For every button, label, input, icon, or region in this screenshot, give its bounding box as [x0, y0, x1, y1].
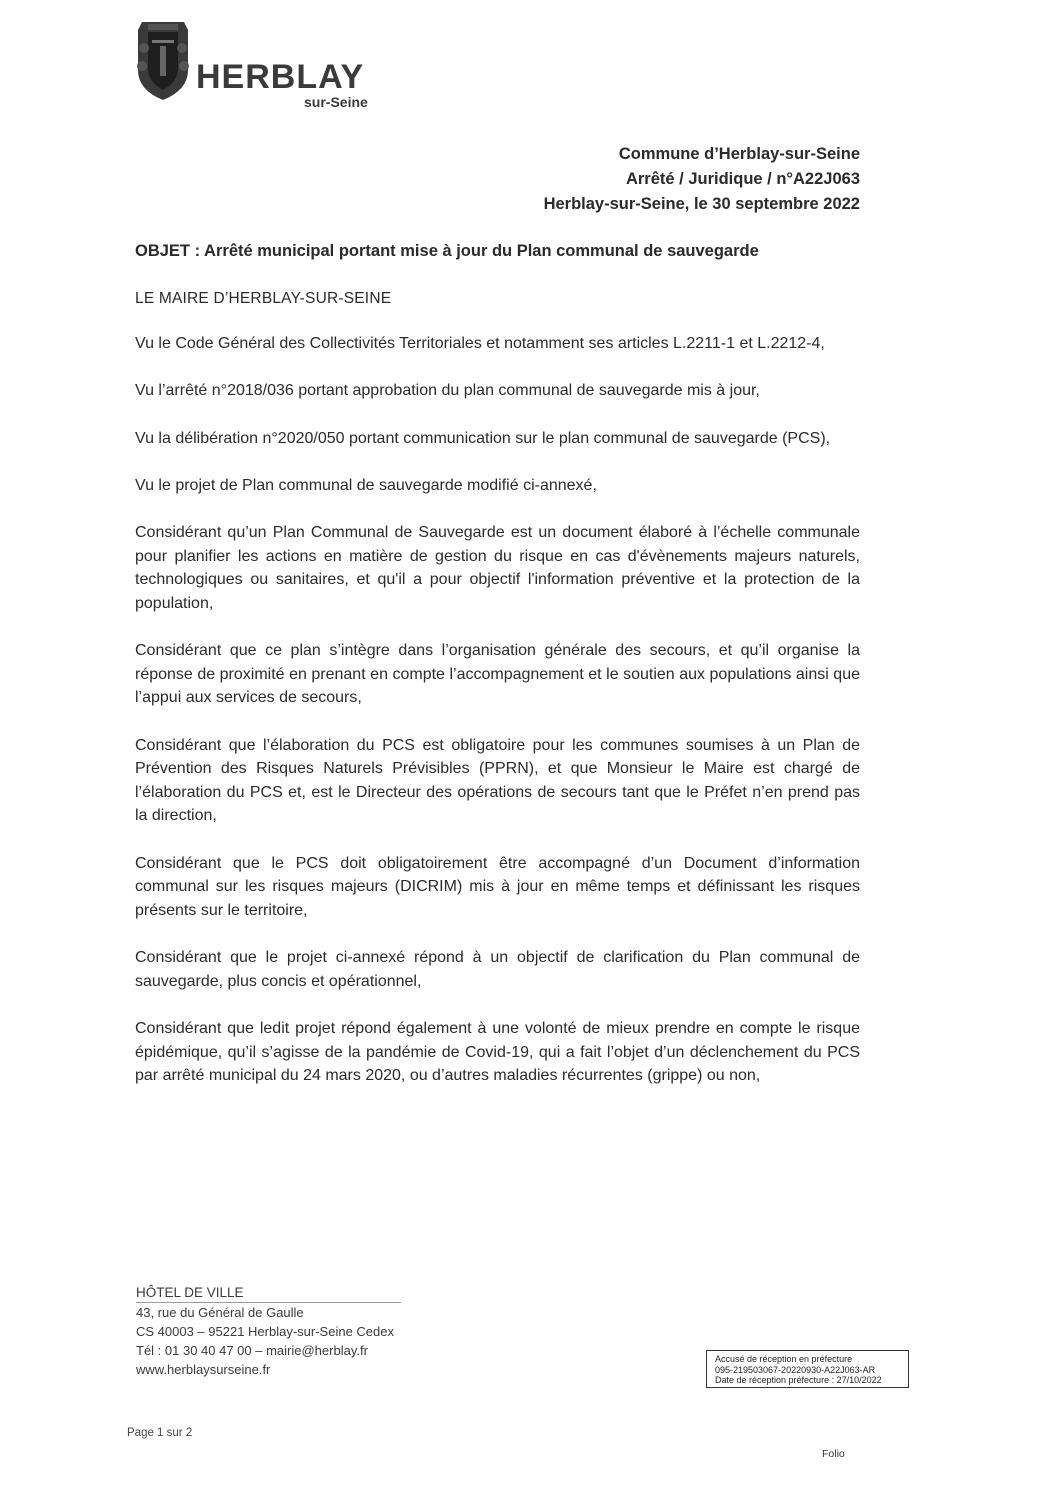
footer-website: www.herblaysurseine.fr: [136, 1362, 271, 1377]
footer-title: HÔTEL DE VILLE: [136, 1283, 401, 1303]
paragraph: Considérant que ledit projet répond également à une volonté de mieux prendre en compte le risque épidémique, qu’il s’agisse de la pandémie de Covid-19, qui a fait l’objet d’un déclenchement du PCS par arrêté municipal du 24 mars 2020, ou d’autres maladies récurrentes (grippe) ou non,: [135, 1020, 860, 1085]
document-date: Herblay-sur-Seine, le 30 septembre 2022: [543, 195, 860, 213]
city-logo: [134, 18, 394, 108]
logo-subtitle: sur-Seine: [304, 94, 368, 110]
paragraph: Considérant qu’un Plan Communal de Sauvegarde est un document élaboré à l’échelle communale pour planifier les actions en matière de gestion du risque en cas d'évènements majeurs naturels, technologiques ou sanitaires, et qu'il a pour objectif l'information préventive et la protection de la population,: [135, 524, 860, 612]
page-number: Page 1 sur 2: [127, 1427, 193, 1439]
paragraph: Vu la délibération n°2020/050 portant communication sur le plan communal de sauvegarde (PCS),: [135, 429, 831, 447]
paragraph: Vu l’arrêté n°2018/036 portant approbation du plan communal de sauvegarde mis à jour,: [135, 382, 760, 400]
decree-reference: Arrêté / Juridique / n°A22J063: [625, 170, 860, 188]
city-crest-icon: [134, 18, 192, 102]
document-header: [544, 142, 860, 217]
document-body: [135, 332, 860, 1112]
footer-street: 43, rue du Général de Gaulle: [136, 1305, 304, 1320]
footer-contact: Tél : 01 30 40 47 00 – mairie@herblay.fr: [136, 1343, 368, 1358]
prefecture-receipt-stamp: [706, 1350, 909, 1388]
document-subject: OBJET : Arrêté municipal portant mise à jour du Plan communal de sauvegarde: [135, 242, 759, 260]
logo-name: HERBLAY: [196, 58, 365, 96]
paragraph: Considérant que l’élaboration du PCS est obligatoire pour les communes soumises à un Plan de Prévention des Risques Naturels Prévisibles (PPRN), et que Monsieur le Maire est chargé de l’élaboration du PCS et, est le Directeur des opérations de secours tant que le Préfet n’en prend pas la direction,: [135, 736, 860, 825]
folio-label: Folio: [822, 1448, 845, 1460]
paragraph: Vu le Code Général des Collectivités Territoriales et notamment ses articles L.2211-1 et L.2212-4,: [135, 335, 825, 352]
stamp-line: 095-219503067-20220930-A22J063-AR: [715, 1364, 876, 1375]
footer-address: [136, 1283, 401, 1379]
footer-postal: CS 40003 – 95221 Herblay-sur-Seine Cedex: [136, 1324, 394, 1339]
paragraph: Considérant que ce plan s’intègre dans l’organisation générale des secours, et qu’il organise la réponse de proximité en prenant en compte l’accompagnement et le soutien aux populations ainsi que l’appui aux services de secours,: [135, 642, 860, 707]
mayor-heading: LE MAIRE D’HERBLAY-SUR-SEINE: [135, 290, 392, 307]
commune-name: Commune d’Herblay-sur-Seine: [618, 145, 860, 163]
stamp-line: Accusé de réception en préfecture: [715, 1354, 853, 1364]
paragraph: Considérant que le projet ci-annexé répond à un objectif de clarification du Plan communal de sauvegarde, plus concis et opérationnel,: [135, 949, 860, 990]
stamp-line: Date de réception préfecture : 27/10/2022: [715, 1375, 882, 1385]
paragraph: Considérant que le PCS doit obligatoirement être accompagné d’un Document d’information communal sur les risques majeurs (DICRIM) mis à jour en même temps et définissant les risques présents sur le territoire,: [135, 854, 860, 919]
paragraph: Vu le projet de Plan communal de sauvegarde modifié ci-annexé,: [135, 476, 597, 494]
